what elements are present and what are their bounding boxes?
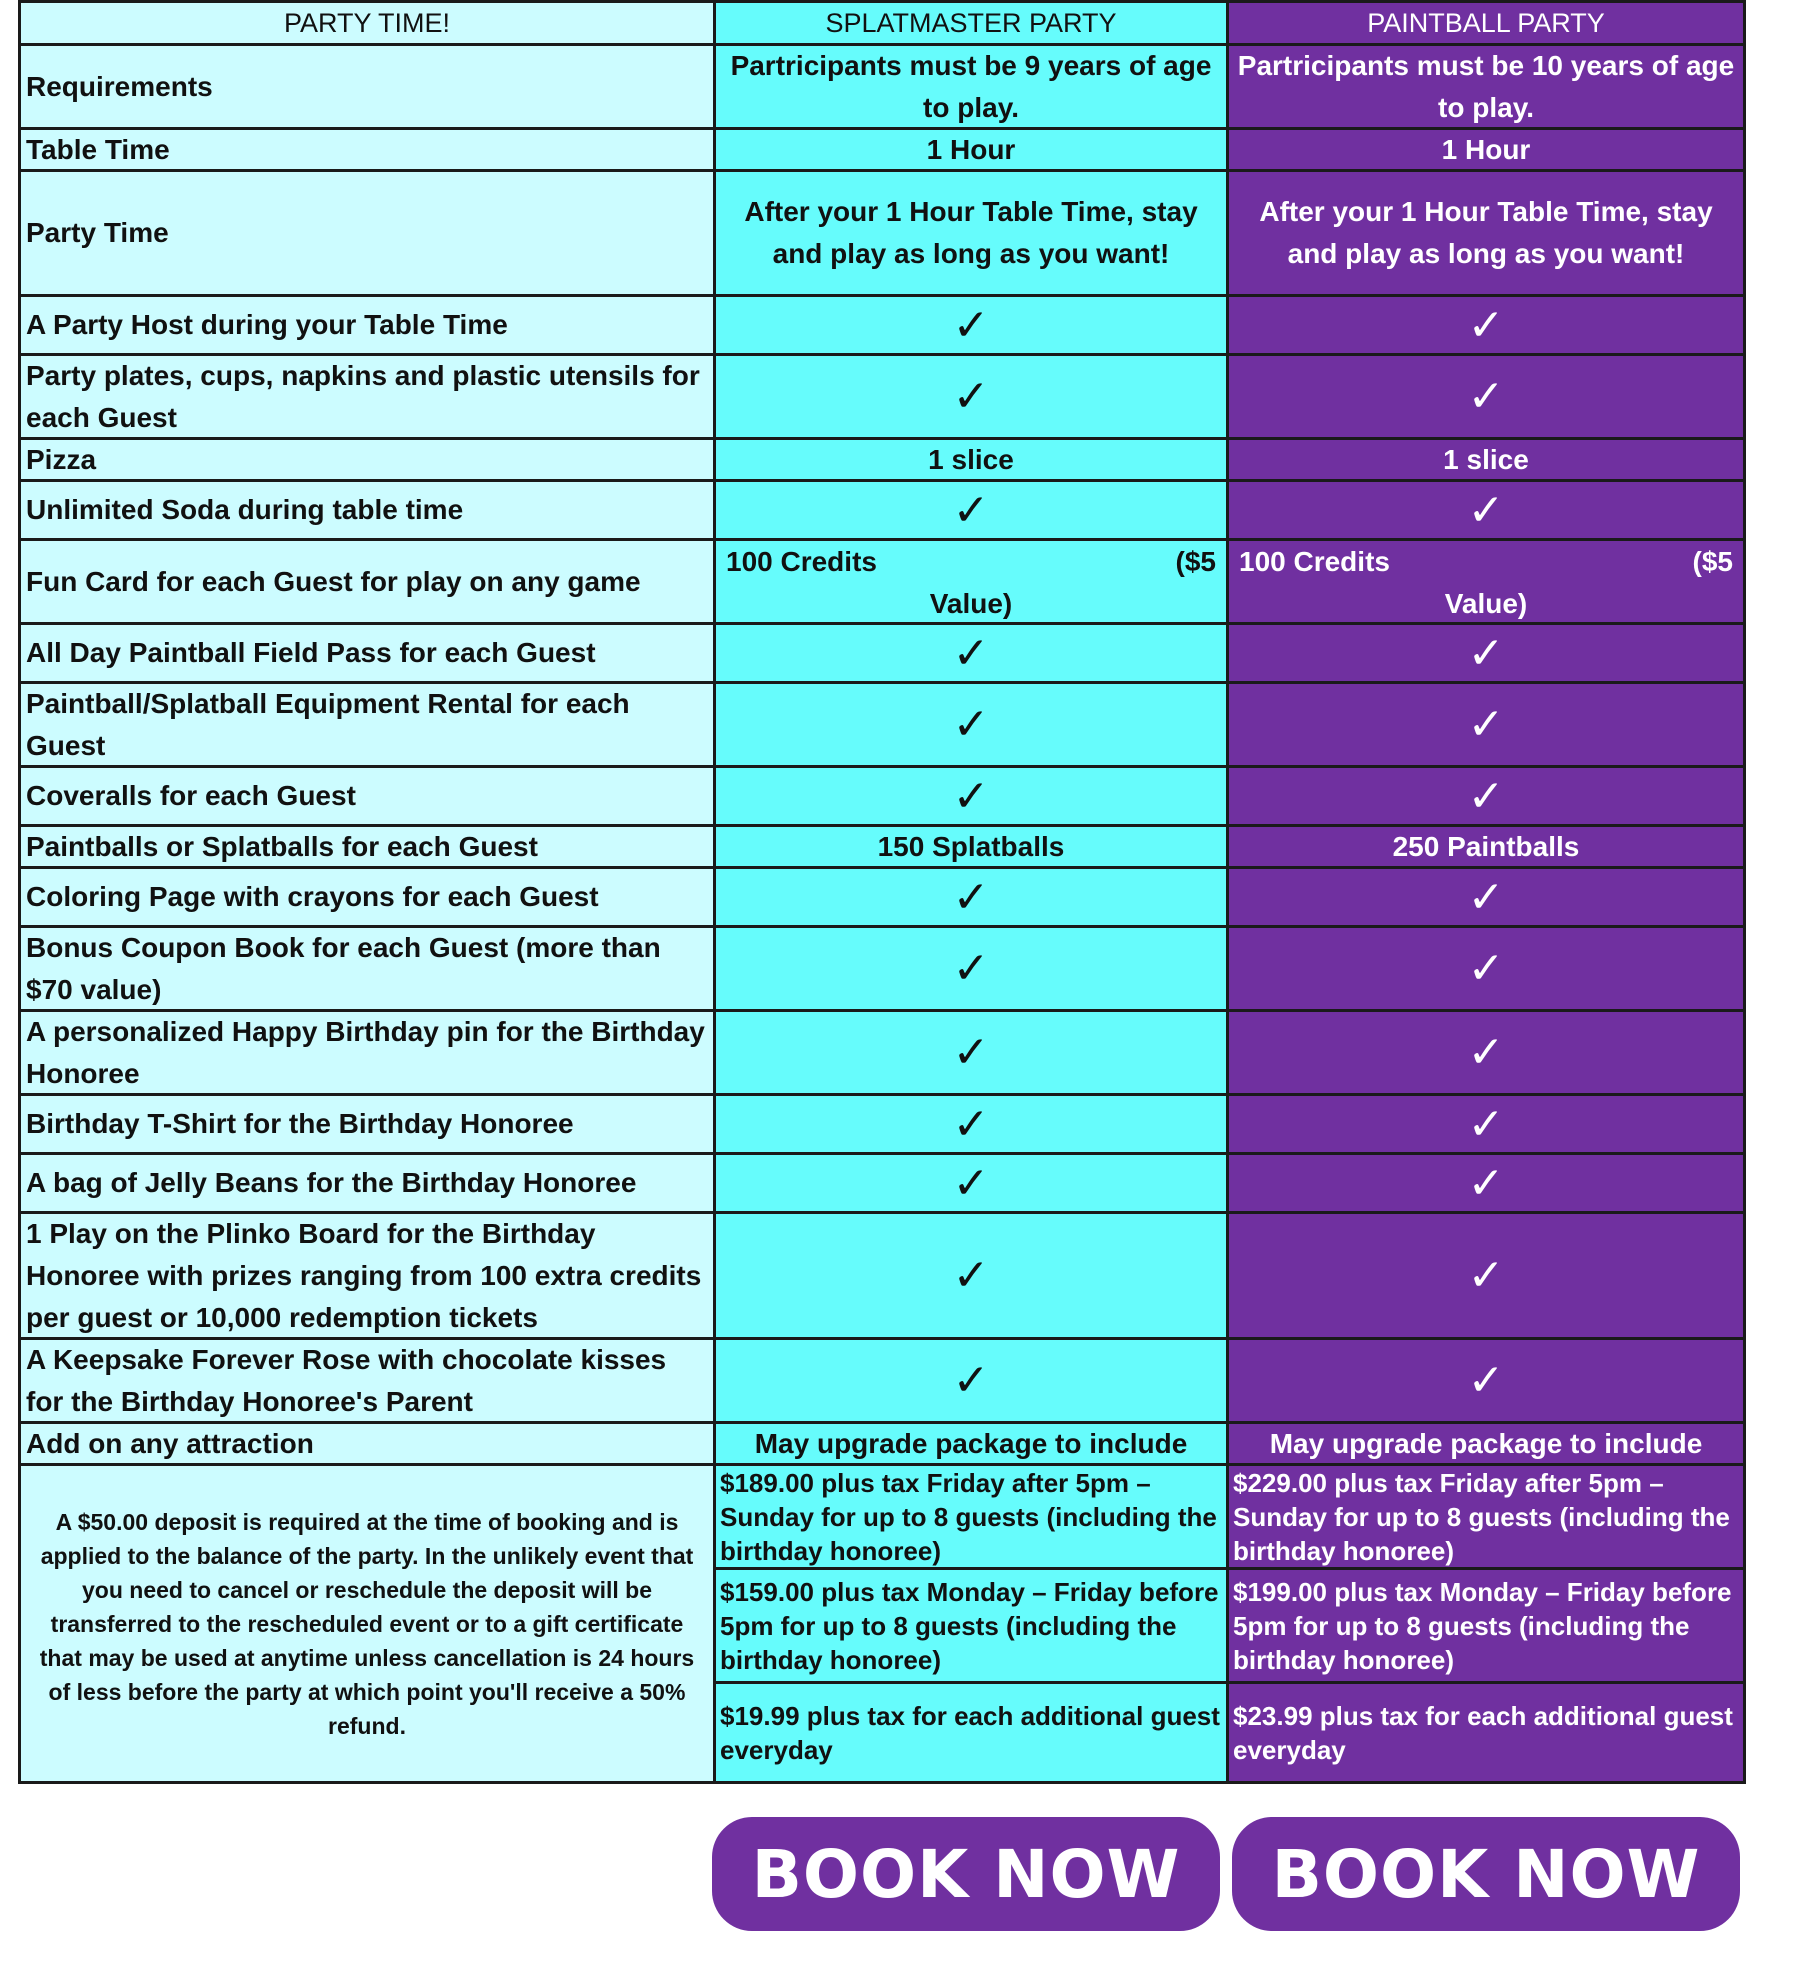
paintball-value: 1 Hour [1226, 127, 1746, 172]
splatmaster-value: May upgrade package to include [713, 1421, 1229, 1466]
row-label: Party plates, cups, napkins and plastic utensils for each Guest [18, 353, 716, 440]
check-icon: ✓ [713, 353, 1229, 440]
check-icon: ✓ [713, 681, 1229, 768]
fun-card-value-open: ($5 [1175, 546, 1216, 577]
paintball-value: After your 1 Hour Table Time, stay and play as long as you want! [1226, 169, 1746, 297]
splatmaster-value: 150 Splatballs [713, 824, 1229, 869]
row-label: Birthday T-Shirt for the Birthday Honoree [18, 1093, 716, 1155]
check-icon: ✓ [1226, 866, 1746, 928]
deposit-note: A $50.00 deposit is required at the time of booking and is applied to the balance of the party. In the unlikely event that you need to cancel or reschedule the deposit will be transferred to the rescheduled event or to a gift certificate that may be used at anytime unless cancellation is 24 hours of less before the party at which point you'll receive a 50% refund. [18, 1463, 716, 1784]
row-label: Paintball/Splatball Equipment Rental for each Guest [18, 681, 716, 768]
row-label: Fun Card for each Guest for play on any game [18, 538, 716, 625]
check-icon: ✓ [1226, 925, 1746, 1012]
fun-card-credits: 100 Credits [726, 546, 877, 577]
row-label: Bonus Coupon Book for each Guest (more than $70 value) [18, 925, 716, 1012]
check-icon: ✓ [1226, 1211, 1746, 1340]
row-label: Pizza [18, 437, 716, 482]
check-icon: ✓ [713, 1009, 1229, 1096]
paintball-value: Partricipants must be 10 years of age to play. [1226, 43, 1746, 130]
check-icon: ✓ [713, 765, 1229, 827]
check-icon: ✓ [1226, 294, 1746, 356]
splat-price-3: $19.99 plus tax for each additional guest everyday [713, 1681, 1229, 1784]
check-icon: ✓ [1226, 1093, 1746, 1155]
paintball-value: May upgrade package to include [1226, 1421, 1746, 1466]
paint-price-1: $229.00 plus tax Friday after 5pm – Sunday for up to 8 guests (including the birthday honoree) [1226, 1463, 1746, 1570]
check-icon: ✓ [1226, 479, 1746, 541]
row-label: Paintballs or Splatballs for each Guest [18, 824, 716, 869]
row-label: All Day Paintball Field Pass for each Guest [18, 622, 716, 684]
splat-price-1: $189.00 plus tax Friday after 5pm – Sunday for up to 8 guests (including the birthday honoree) [713, 1463, 1229, 1570]
check-icon: ✓ [713, 866, 1229, 928]
check-icon: ✓ [713, 479, 1229, 541]
row-label: A bag of Jelly Beans for the Birthday Honoree [18, 1152, 716, 1214]
fun-card-credits: 100 Credits [1239, 546, 1390, 577]
row-label: Coveralls for each Guest [18, 765, 716, 827]
check-icon: ✓ [1226, 681, 1746, 768]
check-icon: ✓ [713, 925, 1229, 1012]
check-icon: ✓ [1226, 622, 1746, 684]
fun-card-value [713, 538, 1229, 625]
paintball-value: 1 slice [1226, 437, 1746, 482]
splatmaster-value: 1 slice [713, 437, 1229, 482]
paint-price-3: $23.99 plus tax for each additional guest everyday [1226, 1681, 1746, 1784]
fun-card-value [1226, 538, 1746, 625]
header-paintball-party: PAINTBALL PARTY [1226, 0, 1746, 46]
book-now-splatmaster-button[interactable]: BOOK NOW [712, 1817, 1220, 1931]
header-splatmaster-party: SPLATMASTER PARTY [713, 0, 1229, 46]
row-label: Requirements [18, 43, 716, 130]
splatmaster-value: 1 Hour [713, 127, 1229, 172]
splatmaster-value: After your 1 Hour Table Time, stay and play as long as you want! [713, 169, 1229, 297]
check-icon: ✓ [1226, 1152, 1746, 1214]
check-icon: ✓ [1226, 765, 1746, 827]
book-now-paintball-button[interactable]: BOOK NOW [1232, 1817, 1740, 1931]
check-icon: ✓ [713, 1337, 1229, 1424]
check-icon: ✓ [713, 294, 1229, 356]
row-label: Party Time [18, 169, 716, 297]
paintball-value: 250 Paintballs [1226, 824, 1746, 869]
splatmaster-value: Partricipants must be 9 years of age to play. [713, 43, 1229, 130]
check-icon: ✓ [713, 1211, 1229, 1340]
check-icon: ✓ [1226, 353, 1746, 440]
check-icon: ✓ [1226, 1337, 1746, 1424]
fun-card-value-close: Value) [929, 588, 1013, 619]
splat-price-2: $159.00 plus tax Monday – Friday before 5pm for up to 8 guests (including the birthday honoree) [713, 1567, 1229, 1684]
check-icon: ✓ [713, 622, 1229, 684]
row-label: A Keepsake Forever Rose with chocolate kisses for the Birthday Honoree's Parent [18, 1337, 716, 1424]
header-party-time: PARTY TIME! [18, 0, 716, 46]
row-label: 1 Play on the Plinko Board for the Birthday Honoree with prizes ranging from 100 extra credits per guest or 10,000 redemption tickets [18, 1211, 716, 1340]
check-icon: ✓ [713, 1093, 1229, 1155]
row-label: A personalized Happy Birthday pin for the Birthday Honoree [18, 1009, 716, 1096]
row-label: Coloring Page with crayons for each Guest [18, 866, 716, 928]
check-icon: ✓ [1226, 1009, 1746, 1096]
check-icon: ✓ [713, 1152, 1229, 1214]
row-label: Table Time [18, 127, 716, 172]
row-label: A Party Host during your Table Time [18, 294, 716, 356]
row-label: Unlimited Soda during table time [18, 479, 716, 541]
fun-card-value-open: ($5 [1692, 546, 1733, 577]
paint-price-2: $199.00 plus tax Monday – Friday before 5pm for up to 8 guests (including the birthday honoree) [1226, 1567, 1746, 1684]
fun-card-value-close: Value) [1444, 588, 1528, 619]
row-label: Add on any attraction [18, 1421, 716, 1466]
